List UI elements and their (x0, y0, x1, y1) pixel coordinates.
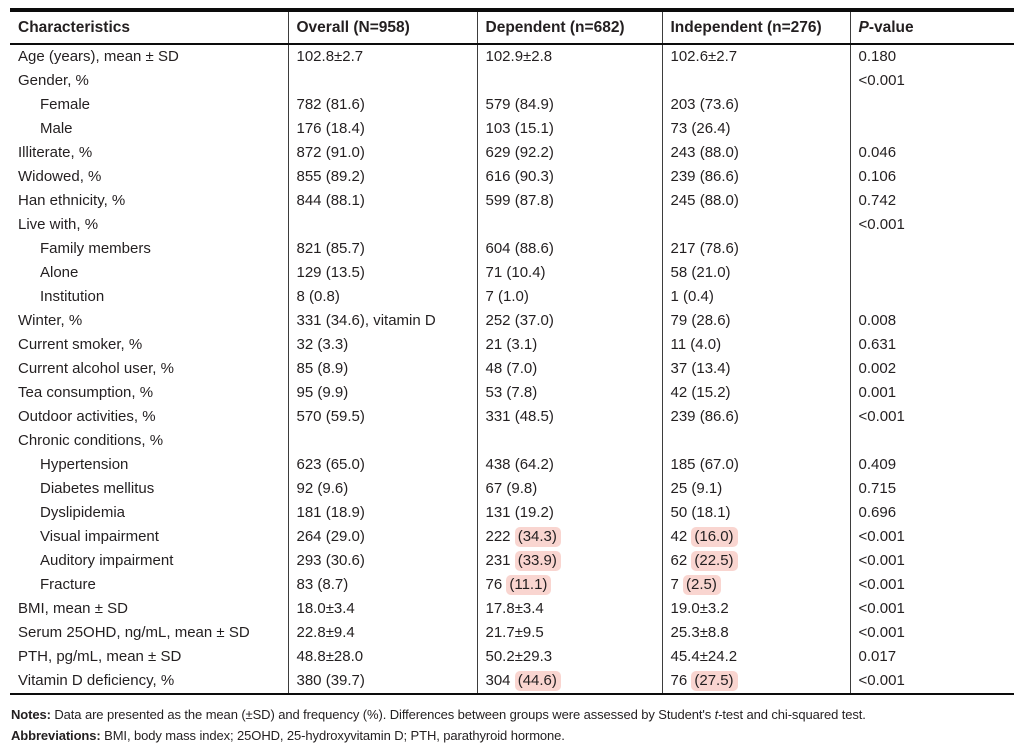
cell-independent: 203 (73.6) (662, 93, 850, 117)
cell-label: Vitamin D deficiency, % (18, 672, 175, 689)
cell-dependent (477, 525, 662, 549)
table-row (10, 213, 1014, 237)
cell-p: <0.001 (850, 597, 1014, 621)
cell-p: <0.001 (850, 573, 1014, 597)
table-row (10, 93, 1014, 117)
cell-overall (288, 213, 477, 237)
table-row (10, 309, 1014, 333)
cell-label: Auditory impairment (40, 552, 174, 569)
cell-dependent: 438 (64.2) (477, 453, 662, 477)
header-row (10, 10, 1014, 44)
cell-dependent (477, 573, 662, 597)
table-row (10, 621, 1014, 645)
cell-p (850, 261, 1014, 285)
cell-dependent: 21 (3.1) (477, 333, 662, 357)
cell-dependent: 252 (37.0) (477, 309, 662, 333)
cell-overall: 293 (30.6) (288, 549, 477, 573)
cell-dependent: 629 (92.2) (477, 141, 662, 165)
cell-overall: 102.8±2.7 (288, 44, 477, 69)
table-row (10, 573, 1014, 597)
value-plain: 7 (670, 576, 684, 593)
cell-label: Age (years), mean ± SD (18, 48, 179, 65)
cell-dependent (477, 69, 662, 93)
cell-label: Fracture (40, 576, 96, 593)
cell-label: Illiterate, % (18, 144, 93, 161)
column-header-dependent: Dependent (n=682) (477, 10, 662, 44)
cell-dependent: 579 (84.9) (477, 93, 662, 117)
cell-label: BMI, mean ± SD (18, 600, 128, 617)
cell-overall: 821 (85.7) (288, 237, 477, 261)
cell-overall: 331 (34.6), vitamin D (288, 309, 477, 333)
cell-overall: 570 (59.5) (288, 405, 477, 429)
pvalue-rest: -value (868, 19, 914, 36)
table-row (10, 501, 1014, 525)
cell-dependent: 21.7±9.5 (477, 621, 662, 645)
highlighted-value: (16.0) (691, 527, 737, 547)
cell-label: Chronic conditions, % (18, 432, 164, 449)
cell-p: <0.001 (850, 549, 1014, 573)
cell-label: Tea consumption, % (18, 384, 154, 401)
value-plain: 231 (485, 552, 515, 569)
table-footnotes (10, 706, 1014, 744)
cell-p: 0.017 (850, 645, 1014, 669)
highlighted-value: (22.5) (691, 551, 737, 571)
cell-label: Current smoker, % (18, 336, 143, 353)
cell-p: <0.001 (850, 621, 1014, 645)
table-row (10, 429, 1014, 453)
cell-dependent: 71 (10.4) (477, 261, 662, 285)
table-row (10, 477, 1014, 501)
table-row (10, 333, 1014, 357)
highlighted-value: (11.1) (506, 575, 551, 595)
column-header-independent: Independent (n=276) (662, 10, 850, 44)
cell-label: Current alcohol user, % (18, 360, 174, 377)
characteristics-table (10, 8, 1014, 695)
table-row (10, 117, 1014, 141)
cell-dependent: 102.9±2.8 (477, 44, 662, 69)
cell-dependent: 48 (7.0) (477, 357, 662, 381)
cell-label: Hypertension (40, 456, 129, 473)
cell-independent (662, 213, 850, 237)
cell-independent: 243 (88.0) (662, 141, 850, 165)
cell-p: 0.715 (850, 477, 1014, 501)
value-plain: 42 (670, 528, 692, 545)
characteristics-table-container (10, 8, 1014, 748)
highlighted-value: (27.5) (691, 671, 737, 691)
cell-overall: 176 (18.4) (288, 117, 477, 141)
cell-dependent (477, 669, 662, 694)
table-row (10, 285, 1014, 309)
cell-p: <0.001 (850, 669, 1014, 694)
cell-overall (288, 429, 477, 453)
table-row (10, 645, 1014, 669)
cell-label: Widowed, % (18, 168, 102, 185)
cell-p: 0.409 (850, 453, 1014, 477)
cell-independent: 185 (67.0) (662, 453, 850, 477)
cell-label: Male (40, 120, 73, 137)
table-row (10, 141, 1014, 165)
abbreviations-line (11, 727, 1014, 744)
abbreviations-label: Abbreviations: (11, 728, 101, 743)
cell-overall: 129 (13.5) (288, 261, 477, 285)
highlighted-value: (2.5) (683, 575, 721, 595)
cell-overall: 872 (91.0) (288, 141, 477, 165)
cell-label: Female (40, 96, 91, 113)
cell-independent: 102.6±2.7 (662, 44, 850, 69)
cell-p: 0.002 (850, 357, 1014, 381)
cell-overall: 22.8±9.4 (288, 621, 477, 645)
cell-dependent (477, 429, 662, 453)
abbreviations-text: BMI, body mass index; 25OHD, 25-hydroxyvitamin D; PTH, parathyroid hormone. (100, 728, 565, 743)
notes-text-2: -test and chi-squared test. (718, 707, 866, 722)
cell-independent (662, 573, 850, 597)
cell-p: 0.008 (850, 309, 1014, 333)
cell-overall: 844 (88.1) (288, 189, 477, 213)
table-header (10, 10, 1014, 44)
cell-overall: 95 (9.9) (288, 381, 477, 405)
cell-p: 0.696 (850, 501, 1014, 525)
cell-dependent: 599 (87.8) (477, 189, 662, 213)
cell-independent: 239 (86.6) (662, 165, 850, 189)
cell-p: 0.180 (850, 44, 1014, 69)
cell-p: <0.001 (850, 69, 1014, 93)
cell-overall: 181 (18.9) (288, 501, 477, 525)
cell-dependent: 103 (15.1) (477, 117, 662, 141)
cell-p (850, 93, 1014, 117)
table-row (10, 669, 1014, 694)
table-row (10, 189, 1014, 213)
cell-independent (662, 429, 850, 453)
cell-independent: 245 (88.0) (662, 189, 850, 213)
cell-independent: 58 (21.0) (662, 261, 850, 285)
cell-overall: 83 (8.7) (288, 573, 477, 597)
cell-label: Family members (40, 240, 151, 257)
cell-dependent: 331 (48.5) (477, 405, 662, 429)
cell-p: 0.106 (850, 165, 1014, 189)
table-row (10, 525, 1014, 549)
cell-overall: 782 (81.6) (288, 93, 477, 117)
cell-dependent: 17.8±3.4 (477, 597, 662, 621)
table-row (10, 165, 1014, 189)
cell-independent: 11 (4.0) (662, 333, 850, 357)
cell-independent: 25.3±8.8 (662, 621, 850, 645)
table-row (10, 69, 1014, 93)
cell-overall: 855 (89.2) (288, 165, 477, 189)
cell-overall: 8 (0.8) (288, 285, 477, 309)
cell-overall: 48.8±28.0 (288, 645, 477, 669)
cell-independent: 42 (15.2) (662, 381, 850, 405)
cell-dependent (477, 213, 662, 237)
cell-overall: 92 (9.6) (288, 477, 477, 501)
cell-label: Live with, % (18, 216, 99, 233)
cell-p (850, 285, 1014, 309)
cell-p (850, 117, 1014, 141)
table-row (10, 261, 1014, 285)
cell-independent: 217 (78.6) (662, 237, 850, 261)
table-row (10, 549, 1014, 573)
table-row (10, 405, 1014, 429)
cell-independent (662, 69, 850, 93)
value-plain: 222 (485, 528, 515, 545)
table-row (10, 597, 1014, 621)
cell-independent: 25 (9.1) (662, 477, 850, 501)
cell-label: Alone (40, 264, 79, 281)
column-header-characteristics: Characteristics (10, 10, 288, 44)
table-row (10, 357, 1014, 381)
highlighted-value: (33.9) (515, 551, 561, 571)
table-body (10, 44, 1014, 694)
column-header-overall: Overall (N=958) (288, 10, 477, 44)
cell-p: 0.631 (850, 333, 1014, 357)
cell-overall: 18.0±3.4 (288, 597, 477, 621)
cell-label: Visual impairment (40, 528, 159, 545)
cell-p (850, 237, 1014, 261)
value-plain: 304 (485, 672, 515, 689)
cell-dependent (477, 549, 662, 573)
cell-independent: 1 (0.4) (662, 285, 850, 309)
cell-overall: 264 (29.0) (288, 525, 477, 549)
cell-overall: 85 (8.9) (288, 357, 477, 381)
cell-label: Outdoor activities, % (18, 408, 156, 425)
table-row (10, 453, 1014, 477)
value-plain: 76 (485, 576, 507, 593)
cell-label: Winter, % (18, 312, 83, 329)
notes-text-1: Data are presented as the mean (±SD) and frequency (%). Differences between groups were assessed by Student's (50, 707, 715, 722)
cell-dependent: 131 (19.2) (477, 501, 662, 525)
cell-label: Dyslipidemia (40, 504, 126, 521)
cell-dependent: 616 (90.3) (477, 165, 662, 189)
cell-independent: 37 (13.4) (662, 357, 850, 381)
cell-dependent: 67 (9.8) (477, 477, 662, 501)
cell-independent: 239 (86.6) (662, 405, 850, 429)
highlighted-value: (44.6) (515, 671, 561, 691)
cell-p: 0.742 (850, 189, 1014, 213)
cell-overall: 380 (39.7) (288, 669, 477, 694)
cell-overall: 623 (65.0) (288, 453, 477, 477)
cell-p: <0.001 (850, 213, 1014, 237)
table-row (10, 381, 1014, 405)
cell-p (850, 429, 1014, 453)
cell-p: <0.001 (850, 525, 1014, 549)
cell-overall: 32 (3.3) (288, 333, 477, 357)
cell-label: Serum 25OHD, ng/mL, mean ± SD (18, 624, 250, 641)
cell-independent (662, 669, 850, 694)
pvalue-italic-p: P (858, 19, 869, 36)
cell-dependent: 7 (1.0) (477, 285, 662, 309)
table-row (10, 237, 1014, 261)
cell-p: 0.001 (850, 381, 1014, 405)
notes-italic-t: t (714, 707, 719, 722)
cell-p: 0.046 (850, 141, 1014, 165)
cell-independent: 45.4±24.2 (662, 645, 850, 669)
cell-independent: 73 (26.4) (662, 117, 850, 141)
cell-dependent: 604 (88.6) (477, 237, 662, 261)
value-plain: 62 (670, 552, 692, 569)
cell-independent (662, 525, 850, 549)
cell-independent: 50 (18.1) (662, 501, 850, 525)
cell-dependent: 50.2±29.3 (477, 645, 662, 669)
cell-label: Institution (40, 288, 105, 305)
cell-overall (288, 69, 477, 93)
cell-independent: 79 (28.6) (662, 309, 850, 333)
notes-label: Notes: (11, 707, 51, 722)
cell-independent: 19.0±3.2 (662, 597, 850, 621)
cell-label: Diabetes mellitus (40, 480, 155, 497)
highlighted-value: (34.3) (515, 527, 561, 547)
cell-dependent: 53 (7.8) (477, 381, 662, 405)
column-header-pvalue (850, 10, 1014, 44)
cell-label: Gender, % (18, 72, 89, 89)
cell-label: Han ethnicity, % (18, 192, 126, 209)
cell-label: PTH, pg/mL, mean ± SD (18, 648, 182, 665)
table-row (10, 44, 1014, 69)
value-plain: 76 (670, 672, 692, 689)
notes-line (11, 706, 1014, 723)
cell-p: <0.001 (850, 405, 1014, 429)
cell-independent (662, 549, 850, 573)
